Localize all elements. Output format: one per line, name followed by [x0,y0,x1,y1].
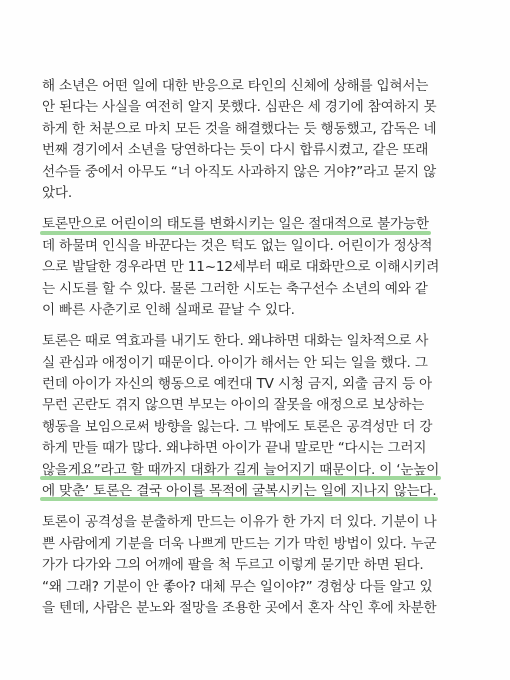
text-line: 선수들 중에서 아무도 “너 아직도 사과하지 않은 거야?”라고 묻지 않 [42,163,437,180]
paragraph-2 [42,214,478,321]
text-line: 행동을 보임으로써 방향을 잃는다. 그 밖에도 토론은 공격성만 더 강 [42,418,433,435]
text-line [42,460,478,481]
text-line: 으로 발달한 경우라면 만 11~12세부터 때로 대화만으로 이해시키려 [42,259,440,276]
text-line: 토론이 공격성을 분출하게 만드는 이유가 한 가지 더 있다. 기분이 나 [42,514,437,531]
paragraph-1 [42,76,478,204]
text-line [42,214,478,235]
text-line: 쁜 사람에게 기분을 더욱 나쁘게 만드는 기가 막힌 방법이 있다. 누군 [42,535,437,552]
text-line: 을 텐데, 사람은 분노와 절망을 조용한 곳에서 혼자 삭인 후에 차분한 [42,599,437,616]
paragraph-3 [42,331,478,502]
text-line: 해 소년은 어떤 일에 대한 반응으로 타인의 신체에 상해를 입혀서는 [42,78,429,94]
text-line: 데 하물며 인식을 바꾼다는 것은 턱도 없는 일이다. 어린이가 정상적 [42,237,433,254]
highlighted-text: 에 맞춘’ 토론은 결국 아이를 목적에 굴복시키는 일에 지나지 않는다. [42,481,436,502]
paragraph-4 [42,512,478,619]
text-line: 았다. [42,184,72,201]
text-line: 이 빠른 사춘기로 인해 실패로 끝날 수 있다. [42,301,295,318]
highlighted-text: 않을게요”라고 할 때까지 대화가 길게 늘어지기 때문이다. 이 ‘눈높이 [42,460,439,481]
text-line [42,481,478,502]
text-line: “왜 그래? 기분이 안 좋아? 대체 무슨 일이야?” 경험상 다들 알고 있 [42,578,433,595]
body-text [42,76,478,629]
text-line: 번째 경기에서 소년을 당연하다는 듯이 다시 합류시켰고, 같은 또래 [42,142,429,159]
highlighted-text: 토론만으로 어린이의 태도를 변화시키는 일은 절대적으로 불가능한 [42,214,429,235]
text-line: 안 된다는 사실을 여전히 알지 못했다. 심판은 세 경기에 참여하지 못 [42,99,437,116]
text-line: 런데 아이가 자신의 행동으로 예컨대 TV 시청 금지, 외출 금지 등 아 [42,376,432,393]
text-line: 토론은 때로 역효과를 내기도 한다. 왜냐하면 대화는 일차적으로 사 [42,333,429,350]
text-line: 가가 다가와 그의 어깨에 팔을 척 두르고 이렇게 묻기만 하면 된다. [42,557,424,574]
text-line: 무런 곤란도 겪지 않으면 부모는 아이의 잘못을 애정으로 보상하는 [42,397,425,414]
text-line: 는 시도를 할 수 있다. 물론 그러한 시도는 축구선수 소년의 예와 같 [42,280,428,297]
text-line: 실 관심과 애정이기 때문이다. 아이가 해서는 안 되는 일을 했다. 그 [42,354,428,371]
text-line: 하게 한 처분으로 마치 모든 것을 해결했다는 듯 행동했고, 감독은 네 [42,120,437,137]
text-line: 하게 만들 때가 많다. 왜냐하면 아이가 끝내 말로만 “다시는 그러지 [42,440,427,457]
